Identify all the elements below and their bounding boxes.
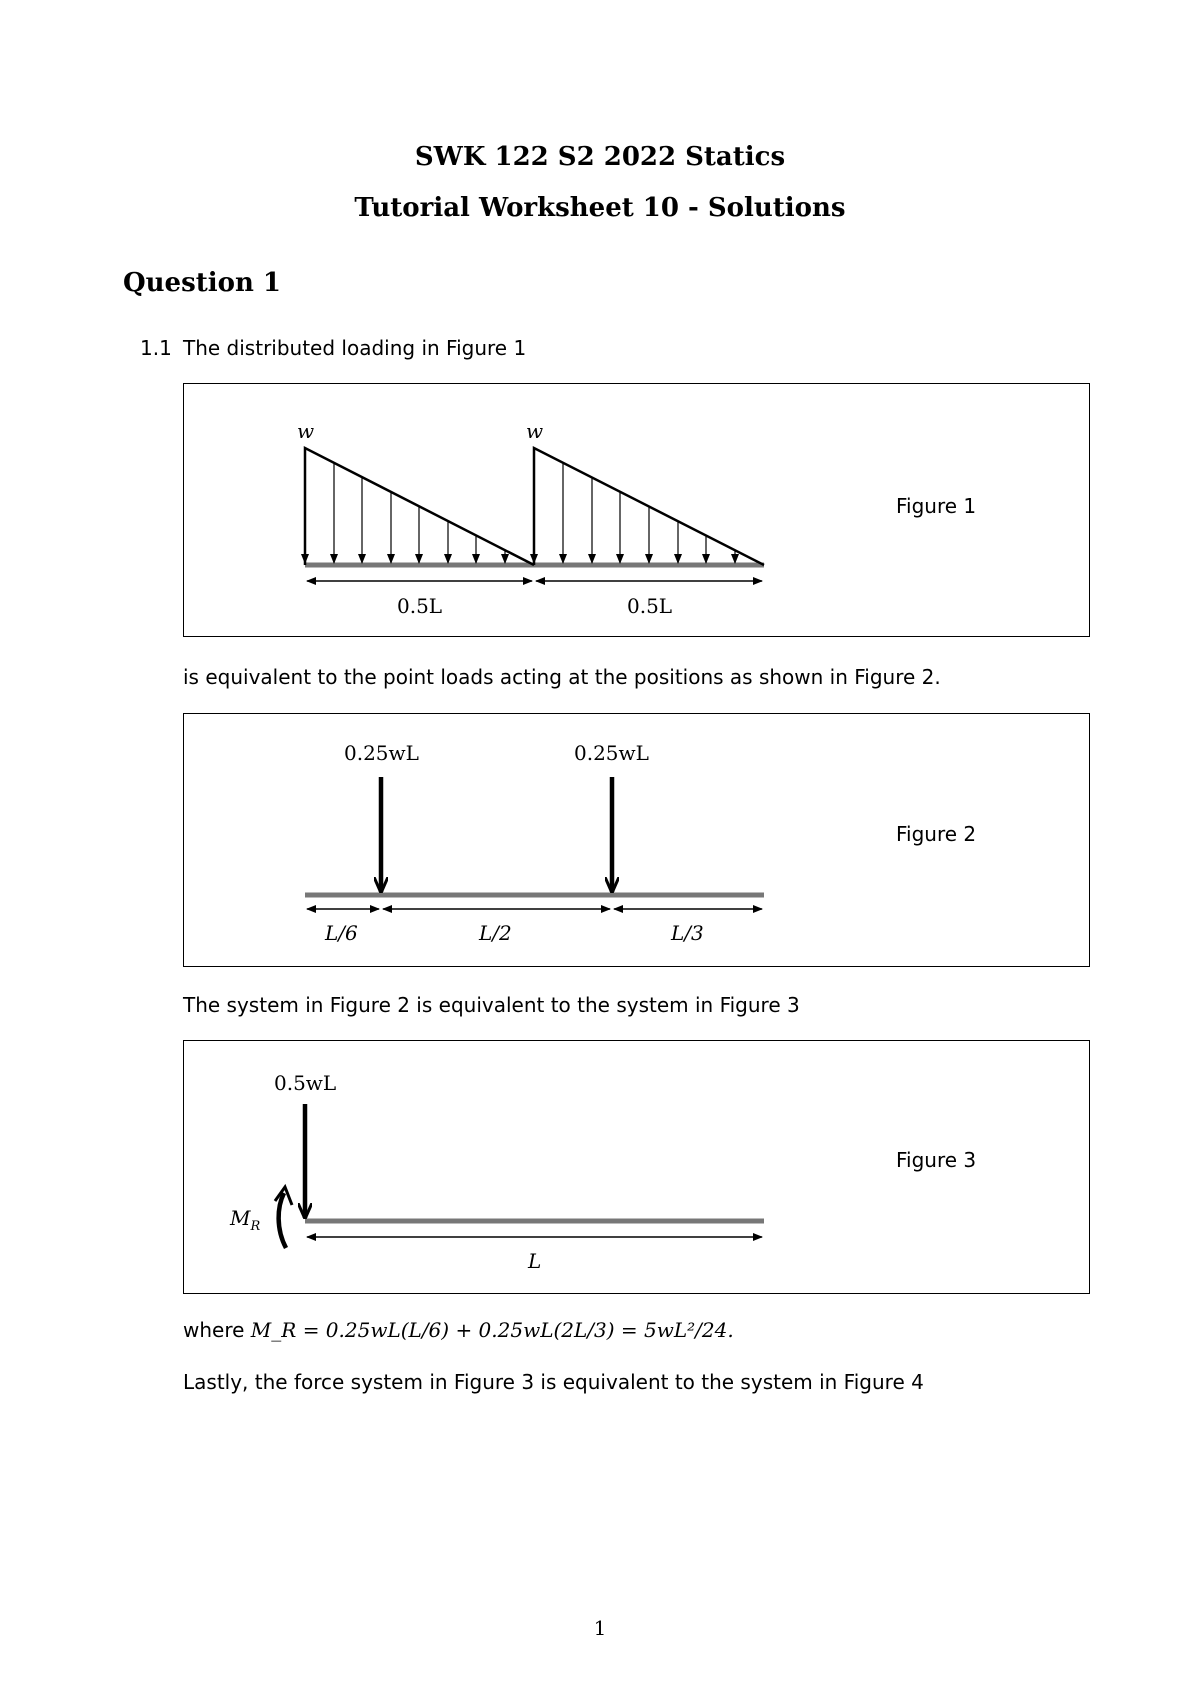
figure-1-caption: Figure 1 [896,494,977,518]
figure-3-caption: Figure 3 [896,1148,977,1172]
where-prefix: where [183,1318,251,1342]
moment-subscript: R [250,1219,261,1234]
text-after-figure-2: The system in Figure 2 is equivalent to the system in Figure 3 [183,993,800,1017]
figure-3-box [183,1040,1090,1294]
lastly-text: Lastly, the force system in Figure 3 is equivalent to the system in Figure 4 [183,1370,924,1394]
force-label-left: 0.25wL [344,741,419,765]
distributed-load-arrows [305,448,735,563]
load-label-right: w [526,419,544,443]
where-formula: M_R = 0.25wL(L/6) + 0.25wL(2L/3) = 5wL²/24. [250,1318,734,1342]
item-number: 1.1 [140,336,172,360]
moment-symbol: M [230,1206,251,1230]
dimension-label: L [528,1249,542,1273]
figure-2-caption: Figure 2 [896,822,977,846]
document-title: SWK 122 S2 2022 Statics [414,142,786,172]
question-heading: Question 1 [123,268,282,298]
resultant-force-label: 0.5wL [274,1071,337,1095]
document-subtitle: Tutorial Worksheet 10 - Solutions [354,193,846,223]
page-number: 1 [593,1616,607,1640]
dimension-label-right: 0.5L [627,594,673,618]
moment-label [230,1206,260,1234]
where-statement [183,1318,734,1342]
load-label-left: w [297,419,315,443]
dimension-label-c: L/3 [671,921,704,945]
force-label-right: 0.25wL [574,741,649,765]
figure-2-box [183,713,1090,967]
dimension-label-a: L/6 [325,921,358,945]
text-after-figure-1: is equivalent to the point loads acting at the positions as shown in Figure 2. [183,665,941,689]
dimension-label-b: L/2 [479,921,512,945]
moment-arc [279,1193,286,1248]
figure-1-box [183,383,1090,637]
dimension-label-left: 0.5L [397,594,443,618]
item-text: The distributed loading in Figure 1 [183,336,527,360]
